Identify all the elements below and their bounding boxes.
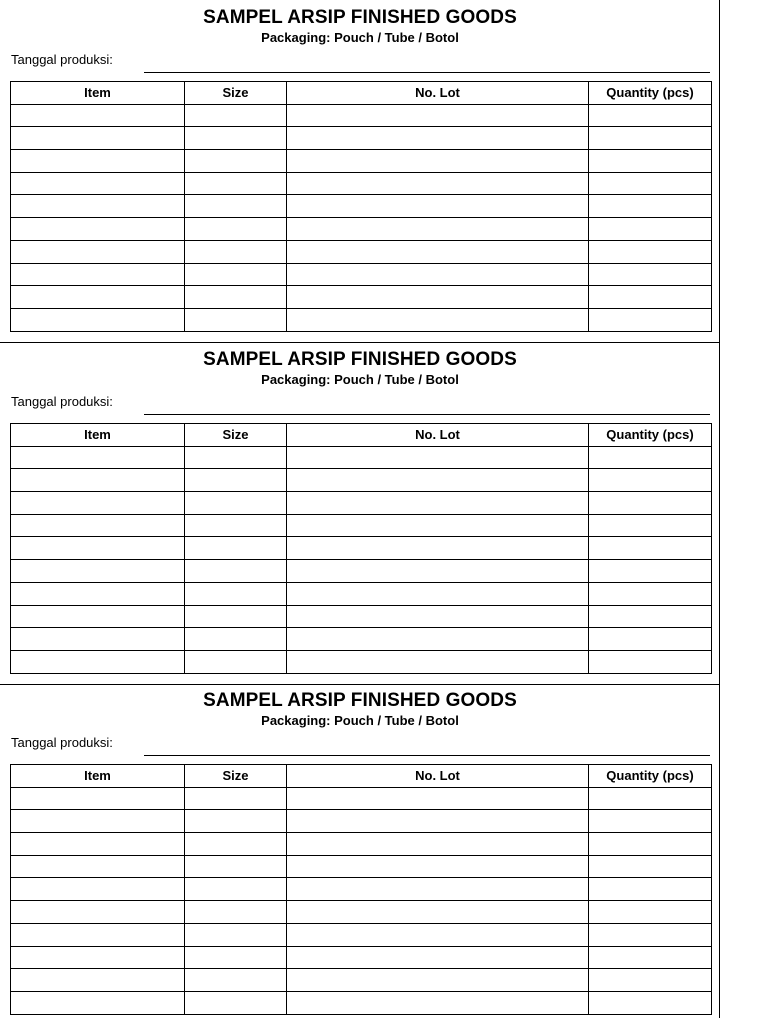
size-cell[interactable] [185,492,287,515]
quantity-cell[interactable] [589,855,712,878]
lot-number-cell[interactable] [287,240,589,263]
production-date-label: Tanggal produksi: [11,735,113,750]
form-title: SAMPEL ARSIP FINISHED GOODS [203,7,517,28]
table-header-row [11,765,712,788]
quantity-cell[interactable] [589,787,712,810]
lot-number-cell[interactable] [287,150,589,173]
table-row [11,104,712,127]
quantity-cell[interactable] [589,240,712,263]
size-cell[interactable] [185,650,287,673]
item-cell[interactable] [11,991,185,1014]
lot-number-cell[interactable] [287,104,589,127]
quantity-cell[interactable] [589,127,712,150]
item-cell[interactable] [11,195,185,218]
table-row [11,127,712,150]
production-date-field[interactable] [144,755,710,756]
item-cell[interactable] [11,901,185,924]
item-cell[interactable] [11,605,185,628]
quantity-cell[interactable] [589,560,712,583]
table-header-row [11,424,712,447]
size-cell[interactable] [185,150,287,173]
item-cell[interactable] [11,833,185,856]
table-row [11,537,712,560]
quantity-cell[interactable] [589,628,712,651]
size-cell[interactable] [185,969,287,992]
table-row [11,172,712,195]
item-cell[interactable] [11,514,185,537]
lot-number-cell[interactable] [287,991,589,1014]
item-cell[interactable] [11,855,185,878]
quantity-cell[interactable] [589,901,712,924]
table-row [11,605,712,628]
archive-form-section [0,342,720,684]
table-row [11,514,712,537]
column-header-quantity: Quantity (pcs) [589,765,712,788]
table-row [11,901,712,924]
lot-number-cell[interactable] [287,127,589,150]
table-row [11,650,712,673]
size-cell[interactable] [185,628,287,651]
column-header-lot-number: No. Lot [287,82,589,105]
quantity-cell[interactable] [589,969,712,992]
quantity-cell[interactable] [589,150,712,173]
lot-number-cell[interactable] [287,923,589,946]
table-row [11,308,712,331]
column-header-item: Item [11,424,185,447]
column-header-quantity: Quantity (pcs) [589,82,712,105]
table-row [11,787,712,810]
size-cell[interactable] [185,855,287,878]
table-row [11,833,712,856]
item-cell[interactable] [11,560,185,583]
production-date-label: Tanggal produksi: [11,394,113,409]
size-cell[interactable] [185,991,287,1014]
table-row [11,195,712,218]
lot-number-cell[interactable] [287,582,589,605]
size-cell[interactable] [185,469,287,492]
column-header-size: Size [185,765,287,788]
table-row [11,923,712,946]
size-cell[interactable] [185,560,287,583]
item-cell[interactable] [11,537,185,560]
lot-number-cell[interactable] [287,628,589,651]
lot-number-cell[interactable] [287,560,589,583]
quantity-cell[interactable] [589,286,712,309]
quantity-cell[interactable] [589,923,712,946]
table-row [11,240,712,263]
size-cell[interactable] [185,514,287,537]
size-cell[interactable] [185,218,287,241]
item-cell[interactable] [11,469,185,492]
size-cell[interactable] [185,946,287,969]
item-cell[interactable] [11,787,185,810]
quantity-cell[interactable] [589,263,712,286]
table-row [11,810,712,833]
column-header-quantity: Quantity (pcs) [589,424,712,447]
quantity-cell[interactable] [589,946,712,969]
lot-number-cell[interactable] [287,901,589,924]
item-cell[interactable] [11,308,185,331]
item-cell[interactable] [11,286,185,309]
item-cell[interactable] [11,878,185,901]
column-header-item: Item [11,765,185,788]
quantity-cell[interactable] [589,650,712,673]
size-cell[interactable] [185,263,287,286]
size-cell[interactable] [185,286,287,309]
size-cell[interactable] [185,923,287,946]
size-cell[interactable] [185,537,287,560]
column-header-lot-number: No. Lot [287,765,589,788]
table-row [11,969,712,992]
production-date-field[interactable] [144,72,710,73]
item-cell[interactable] [11,628,185,651]
item-cell[interactable] [11,492,185,515]
size-cell[interactable] [185,127,287,150]
archive-table [10,81,712,332]
table-row [11,628,712,651]
item-cell[interactable] [11,582,185,605]
quantity-cell[interactable] [589,308,712,331]
form-subtitle: Packaging: Pouch / Tube / Botol [261,30,459,45]
lot-number-cell[interactable] [287,946,589,969]
item-cell[interactable] [11,946,185,969]
lot-number-cell[interactable] [287,263,589,286]
form-subtitle: Packaging: Pouch / Tube / Botol [261,372,459,387]
column-header-item: Item [11,82,185,105]
item-cell[interactable] [11,104,185,127]
lot-number-cell[interactable] [287,650,589,673]
size-cell[interactable] [185,195,287,218]
quantity-cell[interactable] [589,469,712,492]
quantity-cell[interactable] [589,218,712,241]
column-header-size: Size [185,424,287,447]
table-row [11,469,712,492]
quantity-cell[interactable] [589,991,712,1014]
quantity-cell[interactable] [589,514,712,537]
item-cell[interactable] [11,172,185,195]
lot-number-cell[interactable] [287,833,589,856]
table-row [11,991,712,1014]
lot-number-cell[interactable] [287,286,589,309]
table-row [11,218,712,241]
production-date-label: Tanggal produksi: [11,52,113,67]
table-header-row [11,82,712,105]
lot-number-cell[interactable] [287,195,589,218]
size-cell[interactable] [185,810,287,833]
item-cell[interactable] [11,150,185,173]
archive-table [10,423,712,674]
size-cell[interactable] [185,833,287,856]
archive-table [10,764,712,1015]
lot-number-cell[interactable] [287,810,589,833]
quantity-cell[interactable] [589,833,712,856]
item-cell[interactable] [11,923,185,946]
quantity-cell[interactable] [589,172,712,195]
column-header-size: Size [185,82,287,105]
table-row [11,286,712,309]
lot-number-cell[interactable] [287,855,589,878]
table-row [11,263,712,286]
item-cell[interactable] [11,240,185,263]
item-cell[interactable] [11,263,185,286]
size-cell[interactable] [185,446,287,469]
quantity-cell[interactable] [589,878,712,901]
table-row [11,492,712,515]
item-cell[interactable] [11,127,185,150]
production-date-field[interactable] [144,414,710,415]
lot-number-cell[interactable] [287,308,589,331]
item-cell[interactable] [11,650,185,673]
lot-number-cell[interactable] [287,469,589,492]
archive-form-section [0,0,720,342]
lot-number-cell[interactable] [287,537,589,560]
item-cell[interactable] [11,810,185,833]
table-row [11,582,712,605]
lot-number-cell[interactable] [287,446,589,469]
lot-number-cell[interactable] [287,172,589,195]
item-cell[interactable] [11,969,185,992]
size-cell[interactable] [185,787,287,810]
archive-form-section [0,683,720,1025]
size-cell[interactable] [185,104,287,127]
quantity-cell[interactable] [589,810,712,833]
quantity-cell[interactable] [589,605,712,628]
lot-number-cell[interactable] [287,605,589,628]
quantity-cell[interactable] [589,492,712,515]
table-row [11,446,712,469]
quantity-cell[interactable] [589,104,712,127]
lot-number-cell[interactable] [287,969,589,992]
lot-number-cell[interactable] [287,492,589,515]
quantity-cell[interactable] [589,582,712,605]
lot-number-cell[interactable] [287,878,589,901]
item-cell[interactable] [11,446,185,469]
column-header-lot-number: No. Lot [287,424,589,447]
table-row [11,150,712,173]
size-cell[interactable] [185,308,287,331]
quantity-cell[interactable] [589,446,712,469]
quantity-cell[interactable] [589,195,712,218]
lot-number-cell[interactable] [287,514,589,537]
form-title: SAMPEL ARSIP FINISHED GOODS [203,690,517,711]
size-cell[interactable] [185,172,287,195]
form-title: SAMPEL ARSIP FINISHED GOODS [203,349,517,370]
size-cell[interactable] [185,878,287,901]
table-row [11,946,712,969]
table-row [11,560,712,583]
size-cell[interactable] [185,582,287,605]
lot-number-cell[interactable] [287,787,589,810]
size-cell[interactable] [185,240,287,263]
table-row [11,878,712,901]
table-row [11,855,712,878]
item-cell[interactable] [11,218,185,241]
lot-number-cell[interactable] [287,218,589,241]
size-cell[interactable] [185,901,287,924]
quantity-cell[interactable] [589,537,712,560]
form-subtitle: Packaging: Pouch / Tube / Botol [261,713,459,728]
size-cell[interactable] [185,605,287,628]
